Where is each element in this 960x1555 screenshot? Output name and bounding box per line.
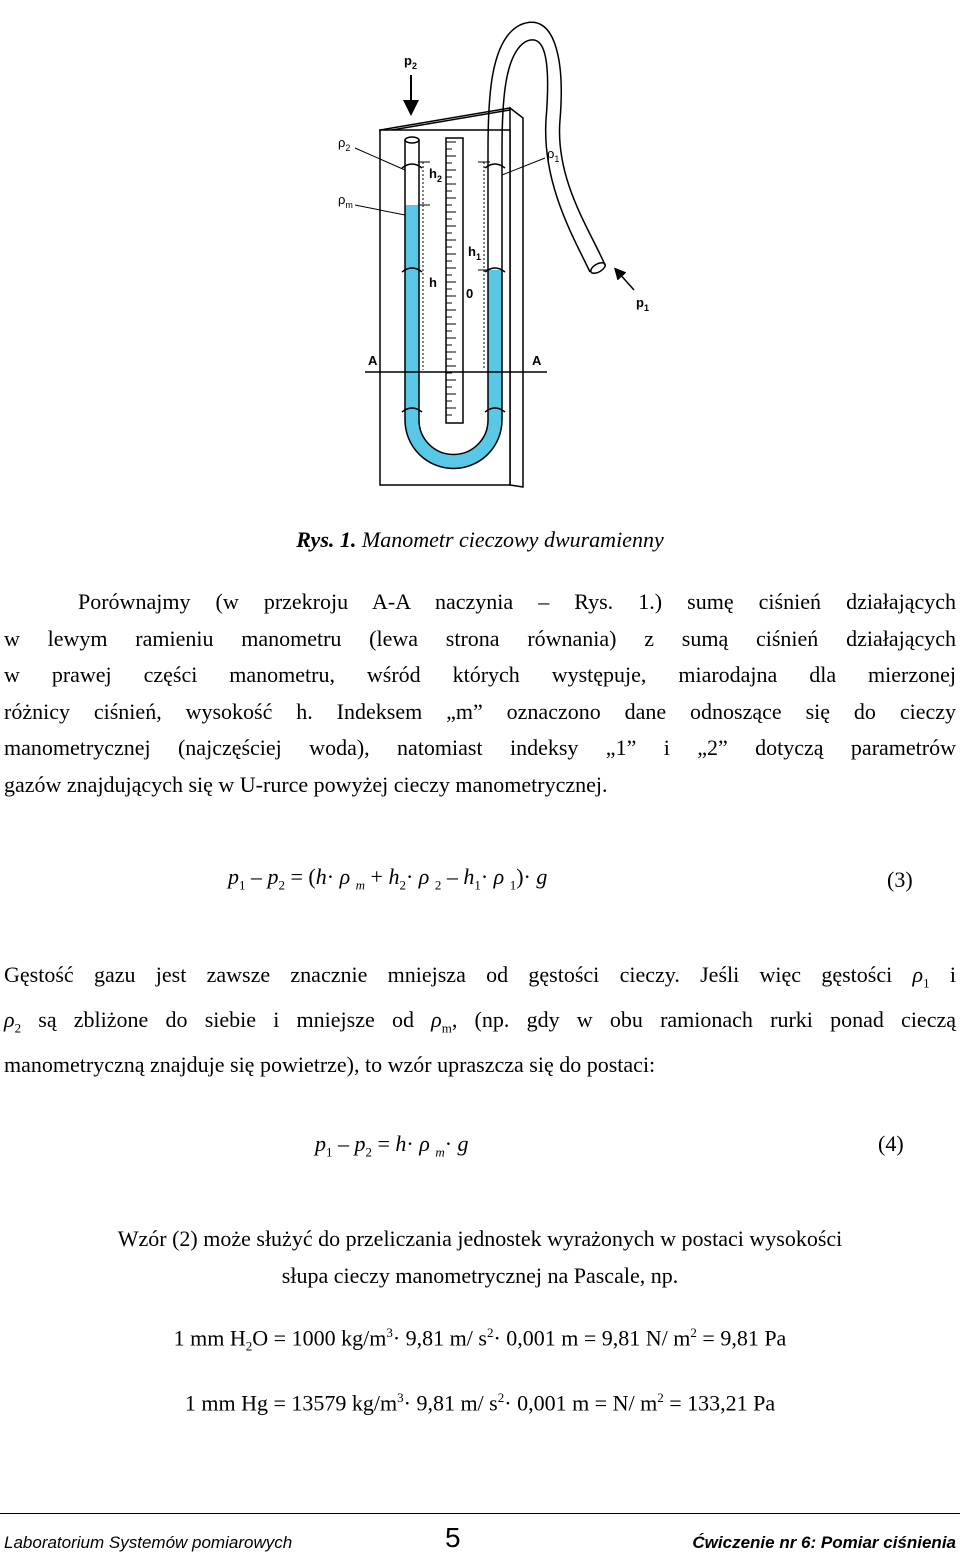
label-h: h [429,275,437,290]
paragraph-line: manometryczną znajduje się powietrze), to wzór upraszcza się do postaci: [4,1051,656,1077]
scale-ruler [446,138,463,423]
equation-4: $p_1 - p_2 = h\cdot \rho$ $_m$· g [315,1131,469,1160]
manometer-figure [0,0,960,520]
footer-rule [0,1513,960,1514]
figure-caption [0,527,960,553]
paragraph-line: słupa cieczy manometrycznej na Pascale, np. [281,1262,679,1288]
equation-3-number: (3) [887,867,913,892]
label-p2: $p_2$ [404,53,417,71]
paragraph-conversion [0,1221,960,1294]
paragraph-line: $\rho_2$ są zbliżone do siebie i mniejsze od $\rho_m$, (np. gdy w obu ramionach rurki ponad cieczą [4,1006,956,1036]
paragraph-line: Porównajmy (w przekroju A-A naczynia – Rys. 1.) sumę ciśnień działających [78,589,956,614]
label-rhom: $\rho_m$ [338,192,353,210]
label-h1: $h_1$ [468,244,481,262]
conversion-mercury: 1 mm Hg = 13579 $kg/m^3\cdot 9,81$ m/ $s^2\cdot 0,001$ m = N/ $m^2 = 133,21$ Pa [184,1390,776,1416]
footer-left: Laboratorium Systemów pomiarowych [4,1533,293,1552]
caption-text: Manometr cieczowy dwuramienny [356,527,664,552]
label-h2: $h_2$ [429,166,442,184]
paragraph-line: w prawej części manometru, wśród których występuje, miarodajna dla mierzonej [4,662,956,687]
paragraph-line: manometrycznej (najczęściej woda), natomiast indeksy „1” i „2” dotyczą parametrów [4,735,956,760]
label-a-right: A [532,353,542,368]
footer-right: Ćwiczenie nr 6: Pomiar ciśnienia [692,1533,956,1552]
paragraph-line: gazów znajdujących się w U-rurce powyżej cieczy manometrycznej. [4,771,608,797]
paragraph-line: w lewym ramieniu manometru (lewa strona równania) z sumą ciśnień działających [4,625,956,651]
label-rho1: $\rho_1$ [547,146,560,164]
label-a-left: A [368,353,378,368]
equation-4-number: (4) [878,1131,904,1156]
caption-prefix: Rys. 1. [296,527,357,552]
paragraph-line: Wzór (2) może służyć do przeliczania jednostek wyrażonych w postaci wysokości [117,1226,843,1251]
manometer-board [380,108,510,132]
paragraph-line: Gęstość gazu jest zawsze znacznie mniejsza od gęstości cieczy. Jeśli więc gęstości $\rho_1$ i [4,962,956,991]
paragraph-line: różnicy ciśnień, wysokość h. Indeksem „m” oznaczono dane odnoszące się do cieczy [4,698,956,724]
page-number: 5 [445,1522,461,1553]
conversion-water: 1 mm $H_2O = 1000$ $kg/m^3\cdot 9,81$ m/ $s^2\cdot 0,001$ m = 9,81 N/ $m^2 = 9,81$ Pa [173,1325,787,1354]
label-p1: $p_1$ [636,295,649,313]
label-rho2: $\rho_2$ [338,135,351,153]
label-zero: 0 [466,286,474,301]
equation-3: $p_1 - p_2 = (h\cdot \rho$ $_m + h_2\cdot \rho$ $_2 - h_1\cdot \rho$ $_1$)· g [228,864,548,893]
paragraph-intro [4,584,956,803]
paragraph-density [4,957,956,1083]
